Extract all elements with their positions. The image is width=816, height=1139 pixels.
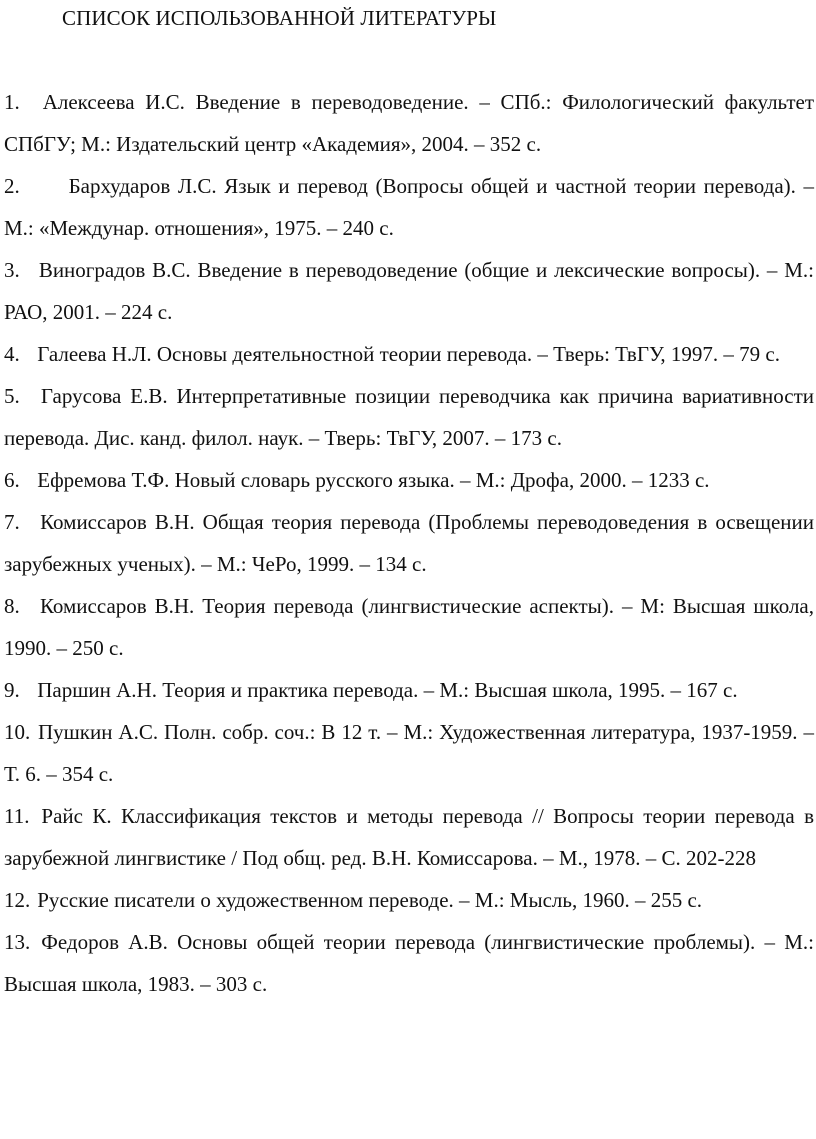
reference-text: Паршин А.Н. Теория и практика перевода. – М.: Высшая школа, 1995. – 167 с. [37, 678, 738, 702]
reference-item [4, 501, 814, 585]
reference-text: Пушкин А.С. Полн. собр. соч.: В 12 т. – М.: Художественная литература, 1937-1959. – Т. 6. – 354 с. [4, 720, 814, 786]
reference-text: Федоров А.В. Основы общей теории перевода (лингвистические проблемы). – М.: Высшая школа, 1983. – 303 с. [4, 930, 815, 996]
reference-number: 8. [4, 594, 20, 618]
reference-text: Комиссаров В.Н. Общая теория перевода (Проблемы переводоведения в освещении зарубежных ученых). – М.: ЧеРо, 1999. – 134 с. [4, 510, 814, 576]
reference-number: 6. [4, 468, 20, 492]
reference-number: 2. [4, 174, 20, 198]
reference-item [4, 81, 814, 165]
reference-text: Алексеева И.С. Введение в переводоведение. – СПб.: Филологический факультет СПбГУ; М.: Издательский центр «Академия», 2004. – 352 с. [4, 90, 815, 156]
reference-item [4, 333, 814, 375]
reference-text: Галеева Н.Л. Основы деятельностной теории перевода. – Тверь: ТвГУ, 1997. – 79 с. [37, 342, 781, 366]
reference-number: 4. [4, 342, 20, 366]
reference-number: 1. [4, 90, 20, 114]
reference-text: Ефремова Т.Ф. Новый словарь русского языка. – М.: Дрофа, 2000. – 1233 с. [37, 468, 710, 492]
reference-list [4, 81, 814, 1005]
reference-number: 10. [4, 720, 31, 744]
reference-item [4, 585, 814, 669]
reference-item [4, 795, 814, 879]
reference-number: 5. [4, 384, 20, 408]
reference-item [4, 249, 814, 333]
reference-item [4, 921, 814, 1005]
reference-number: 11. [4, 804, 30, 828]
reference-item [4, 375, 814, 459]
reference-text: Райс К. Классификация текстов и методы перевода // Вопросы теории перевода в зарубежной лингвистике / Под общ. ред. В.Н. Комиссарова. – М., 1978. – С. 202-228 [4, 804, 814, 870]
reference-item [4, 165, 814, 249]
reference-number: 13. [4, 930, 31, 954]
reference-number: 9. [4, 678, 20, 702]
reference-text: Русские писатели о художественном переводе. – М.: Мысль, 1960. – 255 с. [37, 888, 703, 912]
reference-text: Бархударов Л.С. Язык и перевод (Вопросы общей и частной теории перевода). – М.: «Междунар. отношения», 1975. – 240 с. [4, 174, 815, 240]
reference-item [4, 669, 814, 711]
reference-number: 3. [4, 258, 20, 282]
reference-text: Виноградов В.С. Введение в переводоведение (общие и лексические вопросы). – М.: РАО, 2001. – 224 с. [4, 258, 814, 324]
reference-number: 12. [4, 888, 31, 912]
reference-item [4, 879, 814, 921]
page-title: СПИСОК ИСПОЛЬЗОВАННОЙ ЛИТЕРАТУРЫ [62, 6, 497, 30]
reference-item [4, 459, 814, 501]
reference-number: 7. [4, 510, 20, 534]
reference-text: Гарусова Е.В. Интерпретативные позиции переводчика как причина вариативности перевода. Дис. канд. филол. наук. – Тверь: ТвГУ, 2007. – 173 с. [4, 384, 815, 450]
reference-text: Комиссаров В.Н. Теория перевода (лингвистические аспекты). – М: Высшая школа, 1990. – 250 с. [4, 594, 814, 660]
reference-item [4, 711, 814, 795]
